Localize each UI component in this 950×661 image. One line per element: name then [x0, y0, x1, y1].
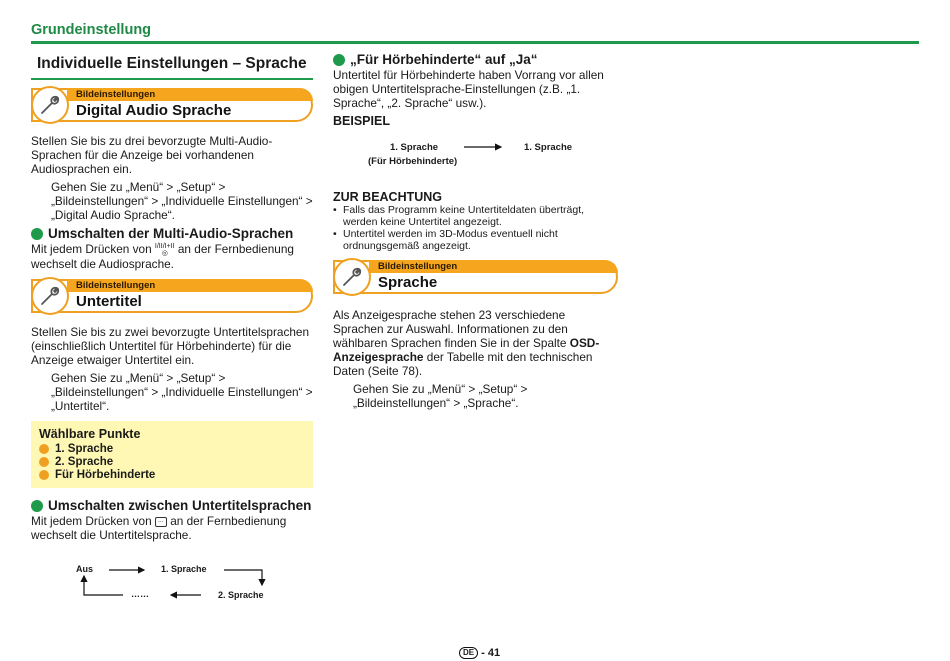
subtitle-button-icon: … — [155, 517, 167, 527]
green-bullet-icon — [31, 500, 43, 512]
wrench-icon — [31, 277, 69, 315]
example-from: 1. Sprache — [390, 142, 439, 153]
paragraph: Stellen Sie bis zu drei bevorzugte Multi-Audio-Sprachen für die Anzeige bei vorhandenen Audiosprachen ein. — [31, 134, 273, 176]
selectable-item-label: 2. Sprache — [55, 455, 114, 468]
example-arrow — [333, 134, 618, 176]
bullet-heading — [31, 226, 313, 242]
page-header — [31, 18, 919, 44]
navigation-path: Gehen Sie zu „Menü“ > „Setup“ > „Bildeinstellungen“ > „Sprache“. — [353, 382, 528, 410]
paragraph: Untertitel für Hörbehinderte haben Vorrang vor allen obigen Untertitelsprache-Einstellungen (z.B. „1. Sprache“, „2. Sprache“ usw.). — [333, 68, 604, 110]
bold-text: OSD-Anzeigesprache — [333, 336, 600, 364]
green-bullet-icon — [31, 228, 43, 240]
page-footer — [459, 647, 500, 659]
language-badge: DE — [459, 647, 478, 659]
selectable-item — [39, 443, 305, 456]
audio-button-icon — [155, 243, 175, 257]
orange-bullet-icon — [39, 444, 49, 454]
bullet-heading — [31, 498, 313, 514]
text: Mit jedem Drücken von — [31, 513, 152, 528]
banner-digital-audio-sprache — [31, 88, 313, 122]
paragraph — [333, 308, 618, 378]
banner-category: Bildeinstellungen — [67, 88, 313, 101]
paragraph — [31, 514, 313, 542]
selectable-item — [39, 469, 305, 482]
selectable-items-box — [31, 421, 313, 488]
paragraph — [31, 242, 313, 271]
header-title: Grundeinstellung — [31, 22, 152, 38]
paragraph: Stellen Sie bis zu zwei bevorzugte Untertitelsprachen (einschließlich Untertitel für Hörbehinderte) für die Anzeige etwaiger Untertitel ein. — [31, 324, 310, 367]
bullet-heading — [333, 52, 618, 68]
example-diagram — [333, 134, 618, 176]
diagram-label-aus: Aus — [76, 563, 94, 574]
banner-sprache — [333, 260, 618, 294]
diagram-label-lang1: 1. Sprache — [161, 563, 207, 574]
note-item — [333, 204, 618, 228]
banner-name: Sprache — [378, 274, 438, 291]
bullet-heading-text: Umschalten der Multi-Audio-Sprachen — [48, 226, 294, 241]
navigation-path: Gehen Sie zu „Menü“ > „Setup“ > „Bildeinstellungen“ > „Individuelle Einstellungen“ > „Untertitel“. — [51, 370, 313, 413]
text: an der Fernbedienung wechselt die Untertitelsprache. — [31, 513, 287, 542]
text: an der Fernbedienung wechselt die Audiosprache. — [31, 242, 294, 271]
selectable-item — [39, 456, 305, 469]
section-title: Individuelle Einstellungen – Sprache — [31, 50, 313, 80]
bullet-heading-text: Umschalten zwischen Untertitelsprachen — [48, 497, 312, 513]
banner-category: Bildeinstellungen — [369, 260, 618, 273]
note-text: Untertitel werden im 3D-Modus eventuell nicht ordnungsgemäß angezeigt. — [343, 228, 558, 252]
example-title: BEISPIEL — [333, 114, 390, 128]
banner-category: Bildeinstellungen — [67, 279, 313, 292]
left-column — [31, 50, 313, 606]
green-bullet-icon — [333, 54, 345, 66]
icon-label: ◎ — [161, 249, 168, 257]
banner-name: Untertitel — [76, 292, 142, 310]
orange-bullet-icon — [39, 457, 49, 467]
banner-untertitel — [31, 279, 313, 313]
banner-name: Digital Audio Sprache — [76, 102, 232, 119]
bullet-icon: • — [333, 228, 337, 240]
subtitle-cycle-diagram — [31, 556, 313, 606]
icon-label: I/II/I+II — [154, 242, 175, 250]
note-item — [333, 228, 618, 252]
note-title: ZUR BEACHTUNG — [333, 190, 443, 204]
example-to: 1. Sprache — [524, 142, 573, 153]
bullet-heading-text: „Für Hörbehinderte“ auf „Ja“ — [350, 52, 538, 67]
selectable-item-label: Für Hörbehinderte — [55, 468, 156, 481]
note-text: Falls das Programm keine Untertiteldaten überträgt, werden keine Untertitel angezeigt. — [343, 204, 585, 228]
text: der Tabelle mit den technischen Daten (Seite 78). — [333, 350, 593, 378]
selectable-item-label: 1. Sprache — [55, 442, 114, 455]
diagram-label-lang2: 2. Sprache — [218, 589, 264, 600]
diagram-dots: …… — [131, 588, 149, 599]
example-from-sub: (Für Hörbehinderte) — [368, 156, 458, 167]
wrench-icon — [333, 258, 371, 296]
wrench-icon — [31, 86, 69, 124]
bullet-icon: • — [333, 204, 337, 216]
orange-bullet-icon — [39, 470, 49, 480]
page-number: - 41 — [481, 647, 501, 659]
text: Als Anzeigesprache stehen 23 verschiedene Sprachen zur Auswahl. Informationen zu den wählbaren Sprachen finden Sie in der Spalte — [333, 308, 568, 350]
right-column — [333, 50, 618, 414]
navigation-path: Gehen Sie zu „Menü“ > „Setup“ > „Bildeinstellungen“ > „Individuelle Einstellungen“ > „Digital Audio Sprache“. — [51, 180, 313, 222]
text: Mit jedem Drücken von — [31, 242, 152, 256]
selectable-title: Wählbare Punkte — [39, 426, 141, 441]
